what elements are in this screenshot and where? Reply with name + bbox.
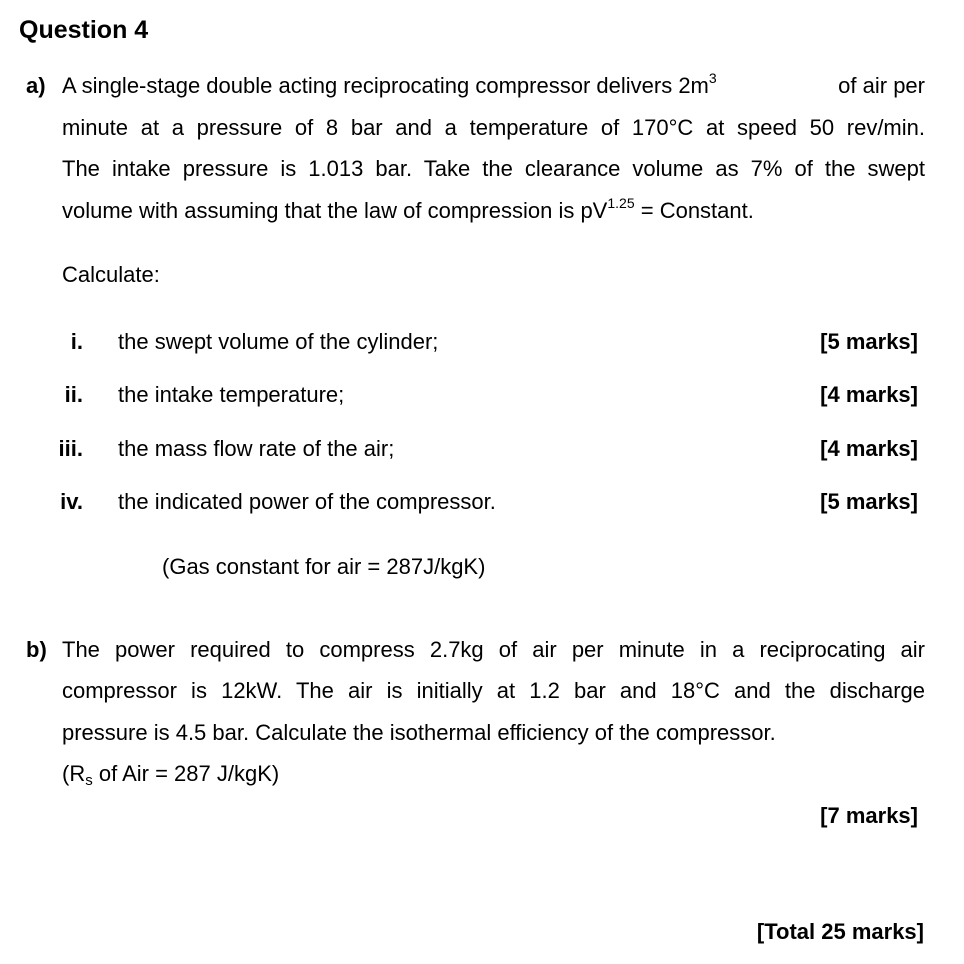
part-a-line-3: The intake pressure is 1.013 bar. Take the clearance volume as 7% of the swept [62,156,925,181]
item-text: the intake temperature; [118,382,345,407]
item-numeral: iii. [58,436,83,461]
part-b-line-2: compressor is 12kW. The air is initially at 1.2 bar and 18°C and the discharge [62,678,925,703]
cube-superscript: 3 [708,70,717,86]
item-marks: [4 marks] [820,436,918,461]
calculate-heading: Calculate: [62,262,160,287]
part-a-line-1-main: A single-stage double acting reciprocating compressor delivers $2m^3$ [62,70,717,98]
item-marks: [5 marks] [820,489,918,514]
item-text: the mass flow rate of the air; [118,436,395,461]
item-numeral: ii. [64,382,83,407]
rs-subscript: s [85,772,93,789]
item-marks: [5 marks] [820,329,918,354]
part-b-label: b) [26,637,47,662]
exponent-superscript: 1.25 [607,195,635,211]
part-a-line-2: minute at a pressure of 8 bar and a temperature of 170°C at speed 50 rev/min. [62,115,925,140]
question-title: Question 4 [19,16,149,44]
total-marks: [Total 25 marks] [756,919,924,944]
item-text: the indicated power of the compressor. [118,489,496,514]
rs-constant-note: ($R_s$ of Air = 287 J/kgK) [62,761,280,789]
item-text: the swept volume of the cylinder; [118,329,439,354]
part-a-line-1 [62,70,925,99]
gas-constant-note: (Gas constant for air = 287J/kgK) [162,554,486,579]
part-a-line-4: volume with assuming that the law of compression is $pV^{1.25}$ = Constant. [62,195,754,223]
part-b-line-3: pressure is 4.5 bar. Calculate the isothermal efficiency of the compressor. [62,720,776,745]
part-a-label: a) [26,73,46,98]
item-marks: [4 marks] [820,382,918,407]
part-b-marks: [7 marks] [820,803,918,828]
part-b-line-1: The power required to compress 2.7kg of air per minute in a reciprocating air [62,637,925,662]
part-a-line-1-tail: of air per [838,73,925,98]
item-numeral: i. [70,329,83,354]
item-numeral: iv. [60,489,83,514]
